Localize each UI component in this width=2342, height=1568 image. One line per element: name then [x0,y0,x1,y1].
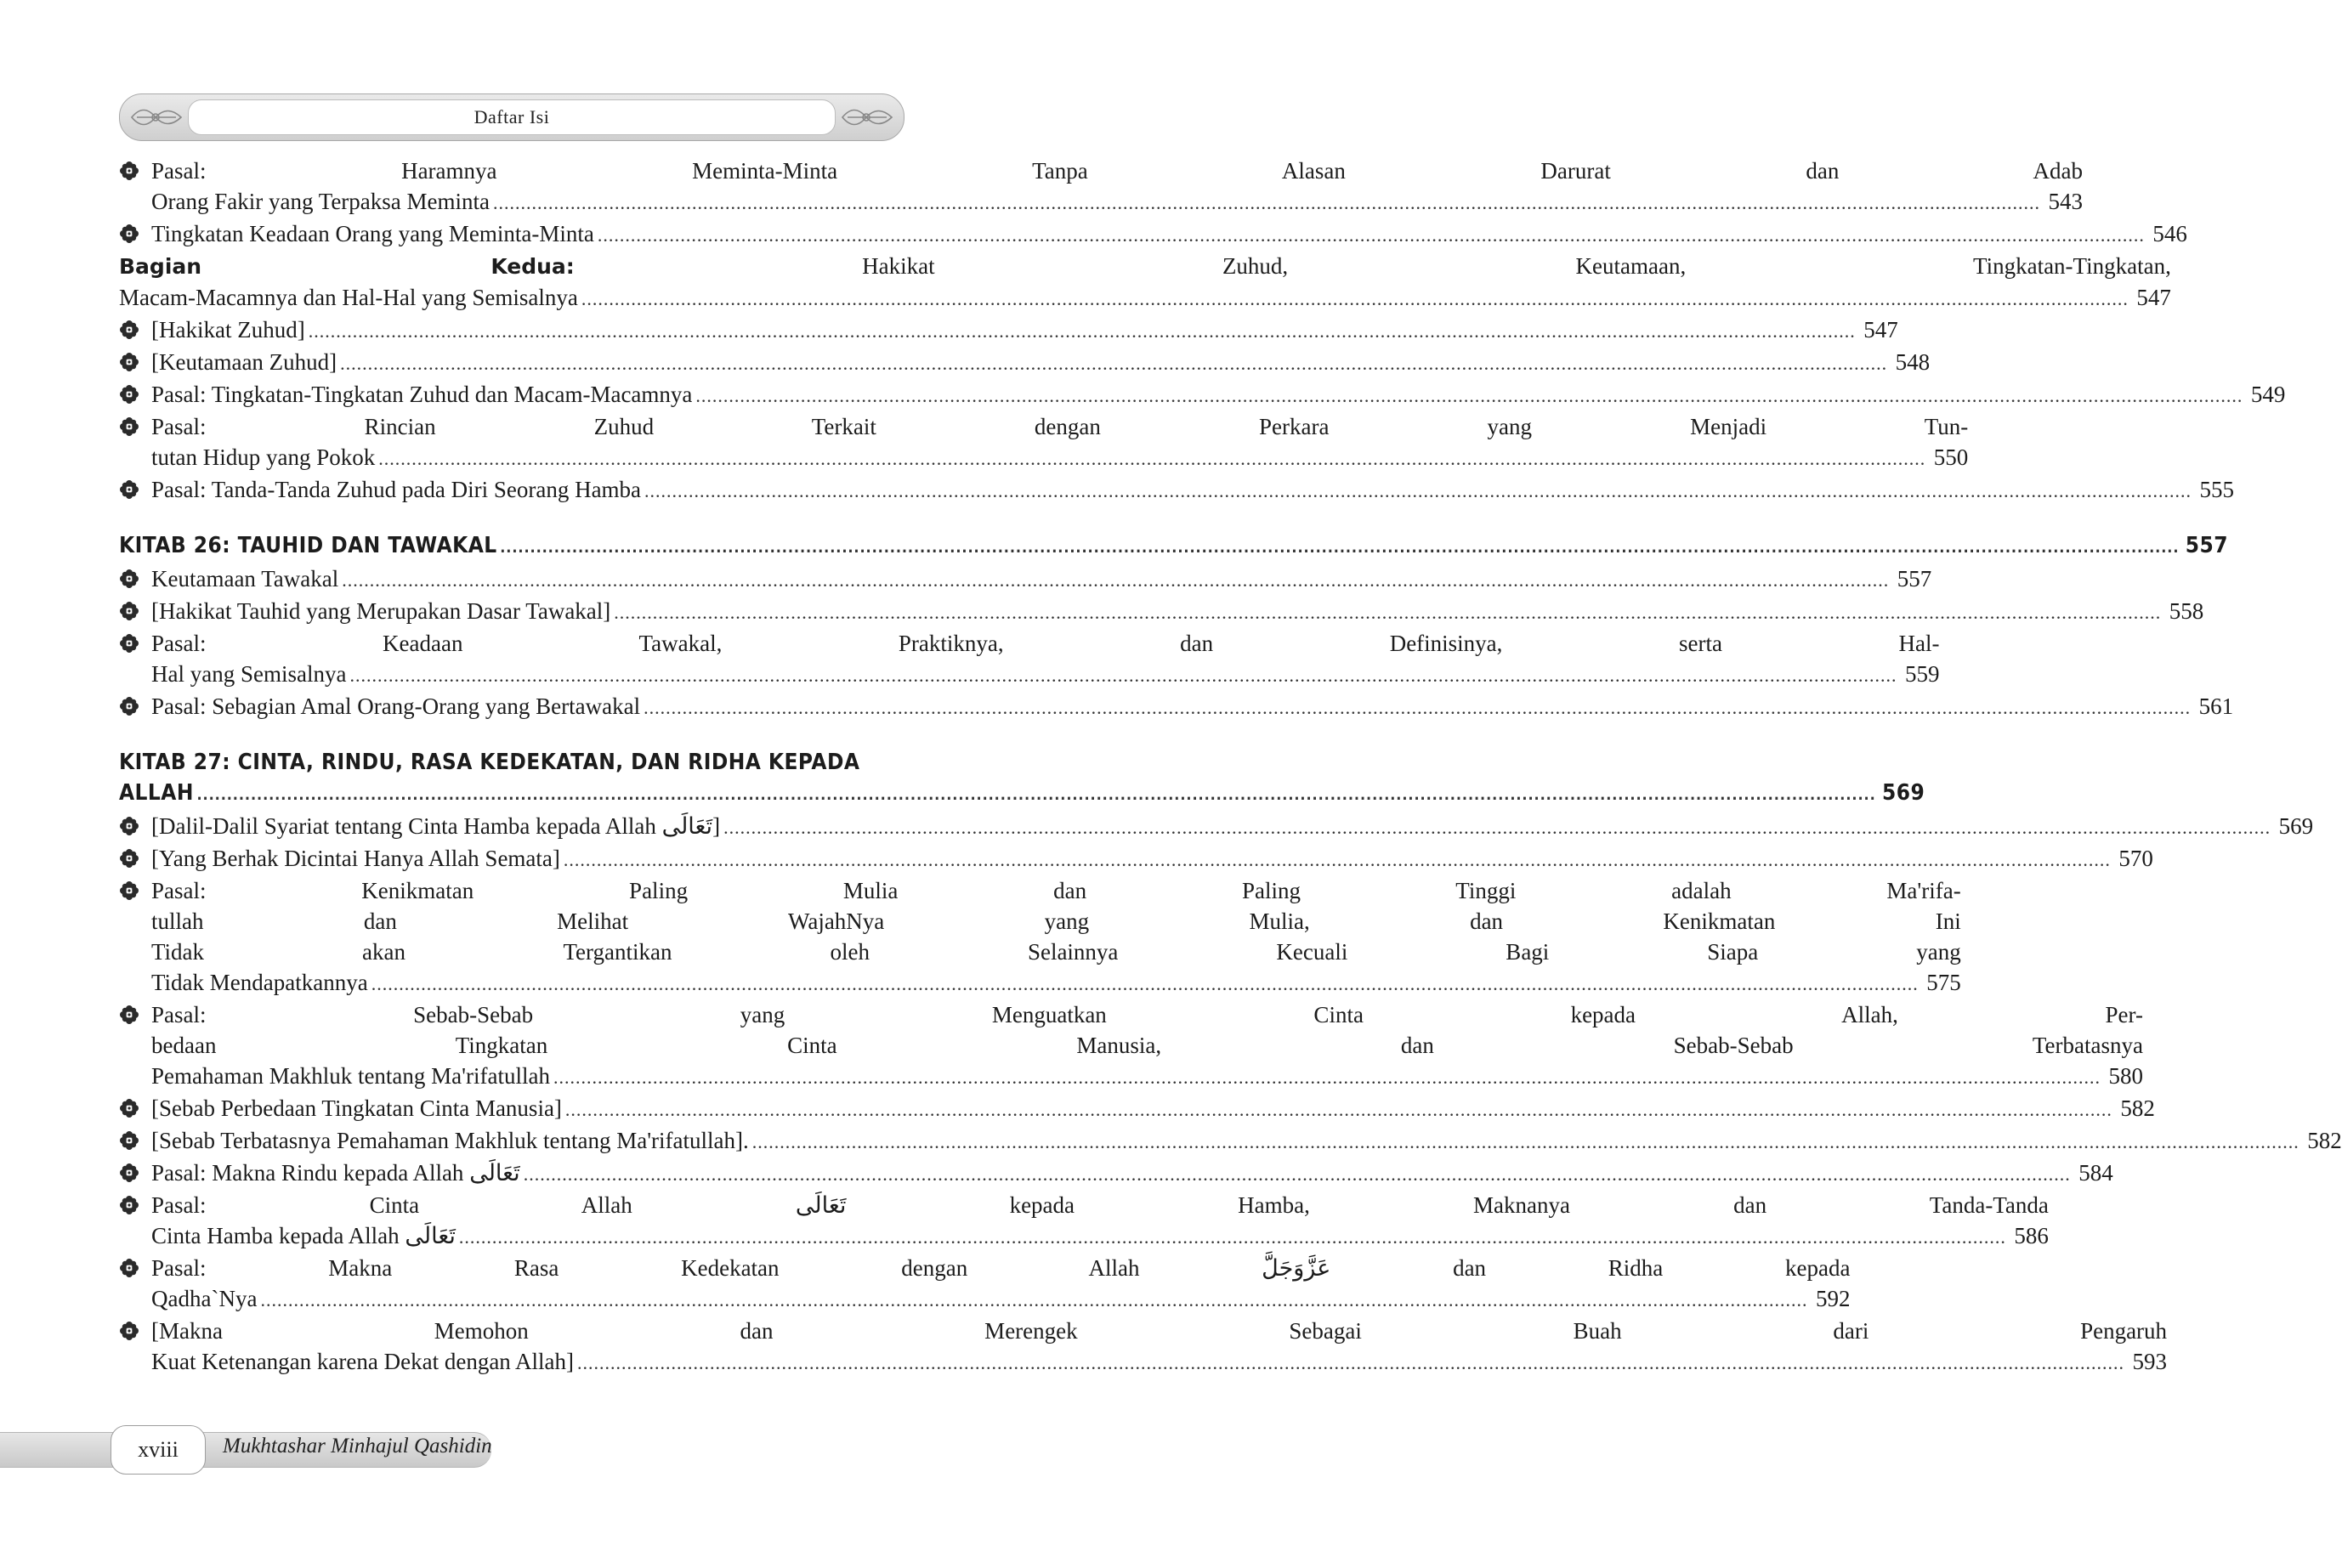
toc-entry [119,1158,2113,1190]
flower-bullet-icon [119,479,139,500]
leader-dots [752,1127,2299,1158]
entry-title: [Dalil-Dalil Syariat tentang Cinta Hamba kepada Allah تَعَالَى] [151,813,721,839]
page-number: 584 [2078,1160,2113,1186]
toc-entry [119,1093,2155,1125]
toc-line [151,314,1898,347]
flower-bullet-icon [119,352,139,372]
toc-entry [119,156,2083,218]
toc-line [151,186,2083,218]
flower-bullet-icon [119,816,139,836]
toc-entry [119,474,2235,507]
leader-dots [196,780,1875,811]
flower-bullet-icon [119,880,139,901]
leader-dots [577,1348,2124,1378]
section-title-line: Hakikat Zuhud, Keutamaan, Tingkatan-Tingkatan, [862,253,2171,279]
entry-title: [Sebab Terbatasnya Pemahaman Makhluk tentang Ma'rifatullah]. [151,1128,749,1153]
toc-entry [119,843,2153,875]
toc-chapter-kitab-26 [119,530,2228,563]
toc-line: [Makna Memohon dan Merengek Sebagai Buah dari Pengaruh [151,1318,2168,1344]
page-number: 548 [1895,349,1931,375]
toc-entry [119,347,1931,379]
entry-title: tutan Hidup yang Pokok [151,444,376,470]
toc-entry [119,1253,1851,1316]
toc-entry [119,1316,2168,1378]
leader-dots [349,660,1897,691]
toc-entry [119,314,1898,347]
section-label: Bagian Kedua: [119,254,575,279]
leader-dots [644,693,2191,723]
toc-entry [119,218,2187,251]
page-number: 580 [2108,1063,2143,1089]
floral-ornament-icon [127,99,186,135]
page-number: 570 [2118,846,2153,871]
entry-title: [Hakikat Zuhud] [151,317,305,342]
page-number-badge [111,1425,206,1475]
leader-dots [371,969,1919,999]
toc-line: KITAB 27: CINTA, RINDU, RASA KEDEKATAN, DAN RIDHA KEPADA [119,750,860,775]
page-number: 546 [2152,221,2187,246]
flower-bullet-icon [119,1005,139,1025]
toc-line: Pasal: Keadaan Tawakal, Praktiknya, dan Definisinya, serta Hal- [151,631,1940,656]
entry-title: Orang Fakir yang Terpaksa Meminta [151,189,490,214]
toc-group-tawakal [119,563,2234,723]
toc-line [151,659,1939,691]
flower-bullet-icon [119,1130,139,1151]
toc-entry [119,999,2143,1093]
toc-line [151,218,2187,251]
flower-bullet-icon [119,1258,139,1278]
toc-line: Pasal: Kenikmatan Paling Mulia dan Paling Tinggi adalah Ma'rifa- [151,878,1961,903]
toc-line [151,596,2203,628]
chapter-title: ALLAH [119,780,194,806]
leader-dots [500,533,2179,563]
entry-title: Cinta Hamba kepada Allah تَعَالَى [151,1223,456,1248]
page-title: Daftar Isi [474,106,550,127]
toc-line [151,474,2234,507]
toc-line [151,1093,2155,1125]
page-number: 561 [2198,693,2234,719]
toc-line: Pasal: Rincian Zuhud Terkait dengan Perkara yang Menjadi Tun- [151,414,1969,439]
page-number: 547 [2136,285,2171,310]
toc-line [151,347,1930,379]
page-number: 586 [2014,1223,2049,1248]
flower-bullet-icon [119,601,139,621]
page-number: 557 [1897,566,1932,592]
leader-dots [565,1095,2112,1125]
page-number: 550 [1933,444,1969,470]
page-number: 582 [2307,1128,2342,1153]
flower-bullet-icon [119,161,139,181]
entry-title: Qadha`Nya [151,1286,258,1311]
footer-book-title: Mukhtashar Minhajul Qashidin [223,1435,492,1458]
toc-line [151,1346,2167,1378]
leader-dots [644,476,2192,507]
toc-line [119,251,2171,282]
toc-entry [119,691,2234,723]
toc-line: Pasal: Makna Rasa Kedekatan dengan Allah عَزَّوَجَلَّ dan Ridha kepada [151,1255,1851,1281]
toc-line [151,1125,2342,1158]
entry-title: [Keutamaan Zuhud] [151,349,337,375]
page-number: 592 [1815,1286,1851,1311]
flower-bullet-icon [119,224,139,244]
page-number: 555 [2199,477,2235,502]
footer-page-number: xviii [138,1437,179,1462]
toc-line [151,442,1968,474]
leader-dots [695,381,2243,411]
leader-dots [342,565,1889,596]
toc-group-cinta [119,811,2342,1378]
entry-title: [Sebab Perbedaan Tingkatan Cinta Manusia] [151,1095,562,1121]
toc-line: Pasal: Cinta Allah تَعَالَى kepada Hamba, Maknanya dan Tanda-Tanda [151,1192,2049,1218]
page-number: 575 [1926,970,1961,995]
entry-title: Pasal: Tingkatan-Tingkatan Zuhud dan Macam-Macamnya [151,382,693,407]
flower-bullet-icon [119,416,139,437]
leader-dots [581,284,2129,314]
toc-line [151,811,2313,843]
toc-line [119,530,2228,563]
entry-title: Pasal: Sebagian Amal Orang-Orang yang Bertawakal [151,693,641,719]
toc-entry [119,379,2286,411]
flower-bullet-icon [119,1321,139,1341]
toc-line [151,967,1961,999]
leader-dots [493,188,2040,218]
leader-dots [340,348,1887,379]
leader-dots [564,845,2111,875]
leader-dots [723,812,2271,843]
toc-line [151,691,2233,723]
toc-line [119,778,1925,811]
toc-line: Pasal: Sebab-Sebab yang Menguatkan Cinta kepada Allah, Per- [151,1002,2143,1027]
toc-entry [119,1190,2049,1253]
leader-dots [378,444,1925,474]
toc-entry [119,875,1961,999]
entry-title: Pasal: Makna Rindu kepada Allah تَعَالَى [151,1160,520,1186]
toc-line [151,843,2153,875]
toc-line: Tidak akan Tergantikan oleh Selainnya Kecuali Bagi Siapa yang [151,939,1961,965]
leader-dots [598,220,2145,251]
page-number: 593 [2132,1349,2168,1374]
flower-bullet-icon [119,1098,139,1118]
toc-line: bedaan Tingkatan Cinta Manusia, dan Sebab-Sebab Terbatasnya [151,1033,2143,1058]
toc-line [151,1220,2049,1253]
leader-dots [309,316,1856,347]
floral-ornament-icon [837,99,897,135]
leader-dots [553,1062,2101,1093]
leader-dots [459,1222,2006,1253]
page-number: 558 [2169,598,2204,624]
flower-bullet-icon [119,633,139,654]
entry-title: Tingkatan Keadaan Orang yang Meminta-Minta [151,221,594,246]
entry-title: [Hakikat Tauhid yang Merupakan Dasar Tawakal] [151,598,611,624]
flower-bullet-icon [119,320,139,340]
toc-entry [119,1125,2342,1158]
entry-title: Pasal: Tanda-Tanda Zuhud pada Diri Seorang Hamba [151,477,642,502]
toc-entry [119,596,2204,628]
entry-title: Keutamaan Tawakal [151,566,339,592]
entry-title: Tidak Mendapatkannya [151,970,368,995]
toc-line [151,563,1931,596]
running-header [119,93,904,141]
entry-title: [Yang Berhak Dicintai Hanya Allah Semata] [151,846,560,871]
toc-line: tullah dan Melihat WajahNya yang Mulia, dan Kenikmatan Ini [151,909,1961,934]
page-number: 557 [2185,533,2228,558]
toc-line [119,282,2171,314]
toc-entry [119,563,1932,596]
header-label-panel [188,99,836,135]
toc-section-bagian-kedua [119,251,2171,314]
leader-dots [524,1159,2071,1190]
toc-chapter-kitab-27 [119,747,1925,811]
flower-bullet-icon [119,1195,139,1215]
toc-entry [119,811,2314,843]
toc-entry [119,411,1969,474]
chapter-title: KITAB 26: TAUHID DAN TAWAKAL [119,533,497,558]
toc-group-zuhud [119,314,2286,507]
toc-line [151,379,2285,411]
page-number: 549 [2250,382,2286,407]
page-number: 543 [2048,189,2083,214]
entry-title: Kuat Ketenangan karena Dekat dengan Allah] [151,1349,575,1374]
page-number: 582 [2120,1095,2155,1121]
flower-bullet-icon [119,384,139,405]
toc-line [151,1061,2143,1093]
page-number: 569 [2278,813,2314,839]
leader-dots [614,597,2161,628]
toc-line: Pasal: Haramnya Meminta-Minta Tanpa Alasan Darurat dan Adab [151,158,2083,184]
toc-entry [119,628,1940,691]
toc-line [151,1283,1850,1316]
flower-bullet-icon [119,569,139,589]
page-number: 547 [1863,317,1898,342]
entry-title: Hal yang Semisalnya [151,661,347,687]
leader-dots [260,1285,1807,1316]
flower-bullet-icon [119,696,139,716]
section-title-line: Macam-Macamnya dan Hal-Hal yang Semisalnya [119,285,578,310]
page-number: 569 [1882,780,1925,806]
toc-line [151,1158,2113,1190]
toc-group-before-bagian [119,156,2187,251]
flower-bullet-icon [119,1163,139,1183]
table-of-contents [119,156,2342,1378]
entry-title: Pemahaman Makhluk tentang Ma'rifatullah [151,1063,550,1089]
flower-bullet-icon [119,848,139,869]
page-number: 559 [1904,661,1940,687]
